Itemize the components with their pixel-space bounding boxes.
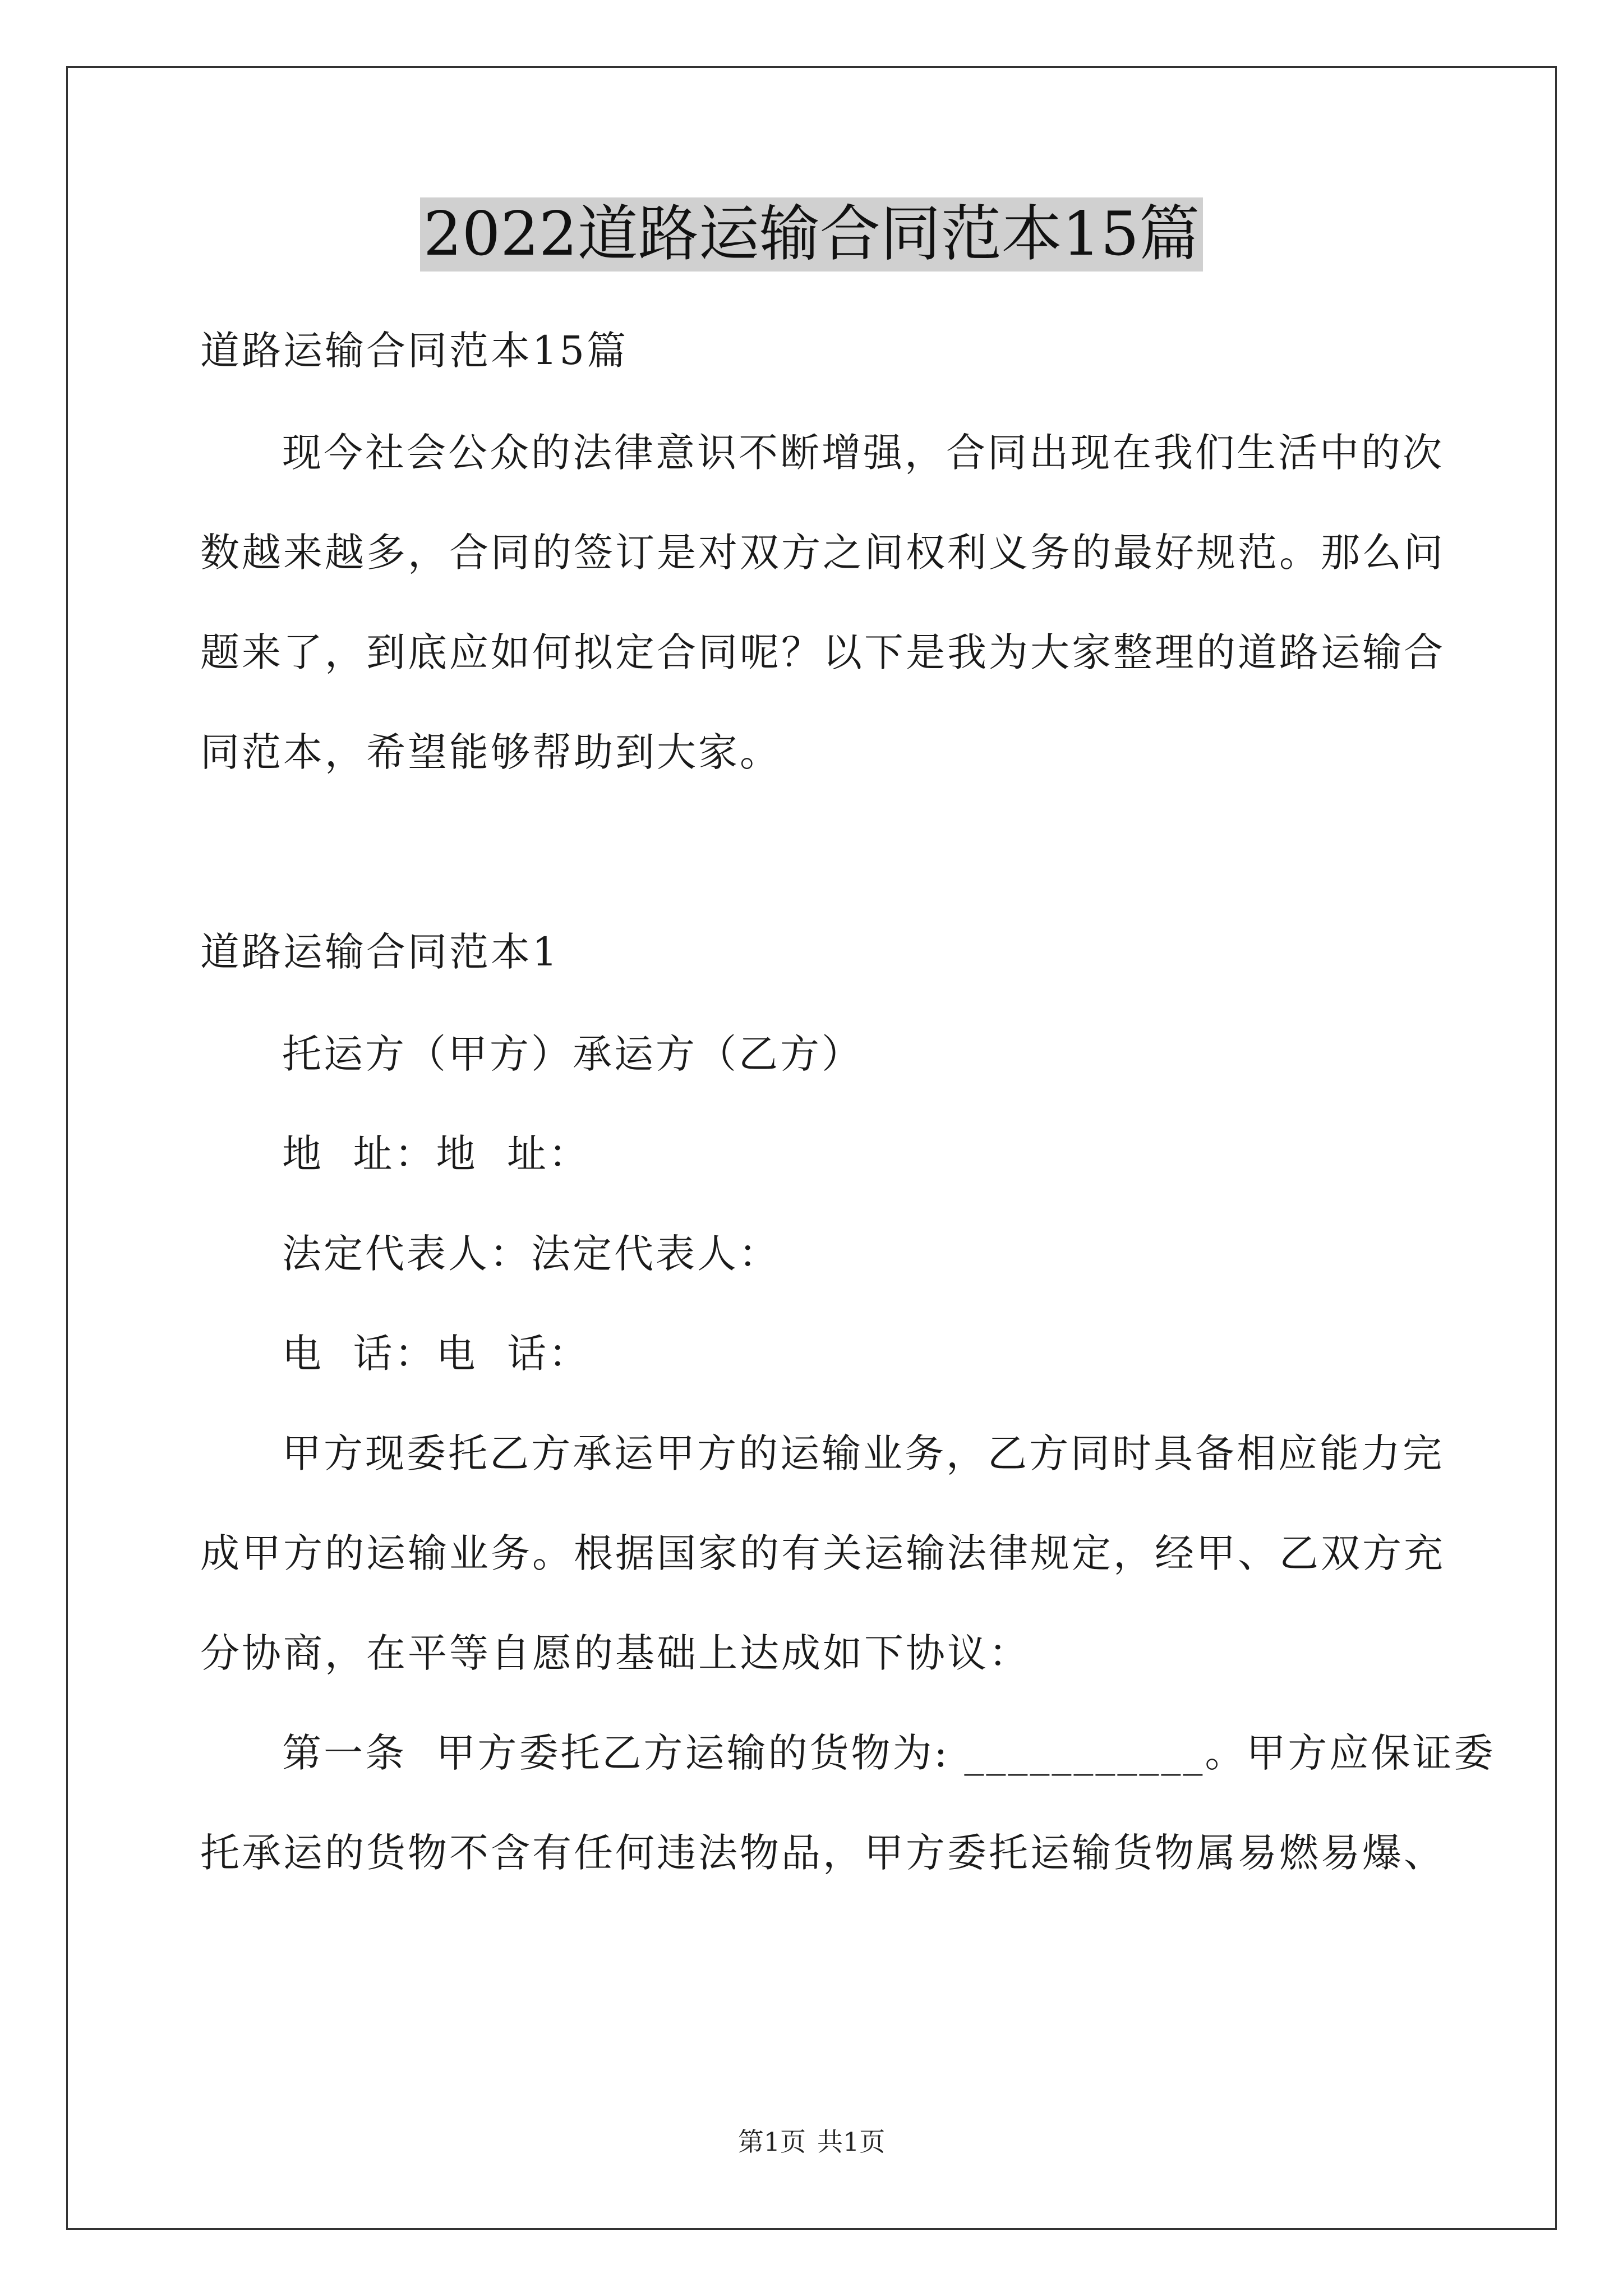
document-body (200, 303, 1496, 1878)
agreement-paragraph-line: 甲方现委托乙方承运甲方的运输业务，乙方同时具备相应能力完 (282, 1430, 1444, 1476)
intro-line: 题来了，到底应如何拟定合同呢？以下是我为大家整理的道路运输合 (200, 629, 1445, 675)
document-title: 2022道路运输合同范本15篇 (420, 197, 1203, 272)
section-heading: 道路运输合同范本1 (200, 929, 560, 975)
article-1-line: 第一条 甲方委托乙方运输的货物为: ___________。甲方应保证委 (282, 1730, 1496, 1776)
page-total: 共1页 (817, 2127, 886, 2157)
legal-representative-line: 法定代表人：法定代表人： (282, 1231, 780, 1277)
article-1-line: 托承运的货物不含有任何违法物品，甲方委托运输货物属易燃易爆、 (200, 1830, 1445, 1876)
phone-line: 电 话：电 话： (282, 1331, 591, 1377)
parties-line: 托运方（甲方）承运方（乙方） (282, 1031, 863, 1077)
agreement-paragraph-line: 分协商，在平等自愿的基础上达成如下协议： (200, 1630, 1030, 1676)
title-wrapper (0, 197, 1623, 272)
page-footer (0, 2126, 1623, 2157)
page-number: 第1页 (737, 2127, 806, 2157)
intro-line: 同范本，希望能够帮助到大家。 (200, 729, 781, 775)
subtitle: 道路运输合同范本15篇 (200, 328, 629, 374)
intro-line: 数越来越多，合同的签订是对双方之间权利义务的最好规范。那么问 (200, 530, 1445, 576)
address-line: 地 址：地 址： (282, 1131, 591, 1177)
intro-line: 现今社会公众的法律意识不断增强，合同出现在我们生活中的次 (282, 430, 1444, 476)
agreement-paragraph-line: 成甲方的运输业务。根据国家的有关运输法律规定，经甲、乙双方充 (200, 1530, 1445, 1576)
